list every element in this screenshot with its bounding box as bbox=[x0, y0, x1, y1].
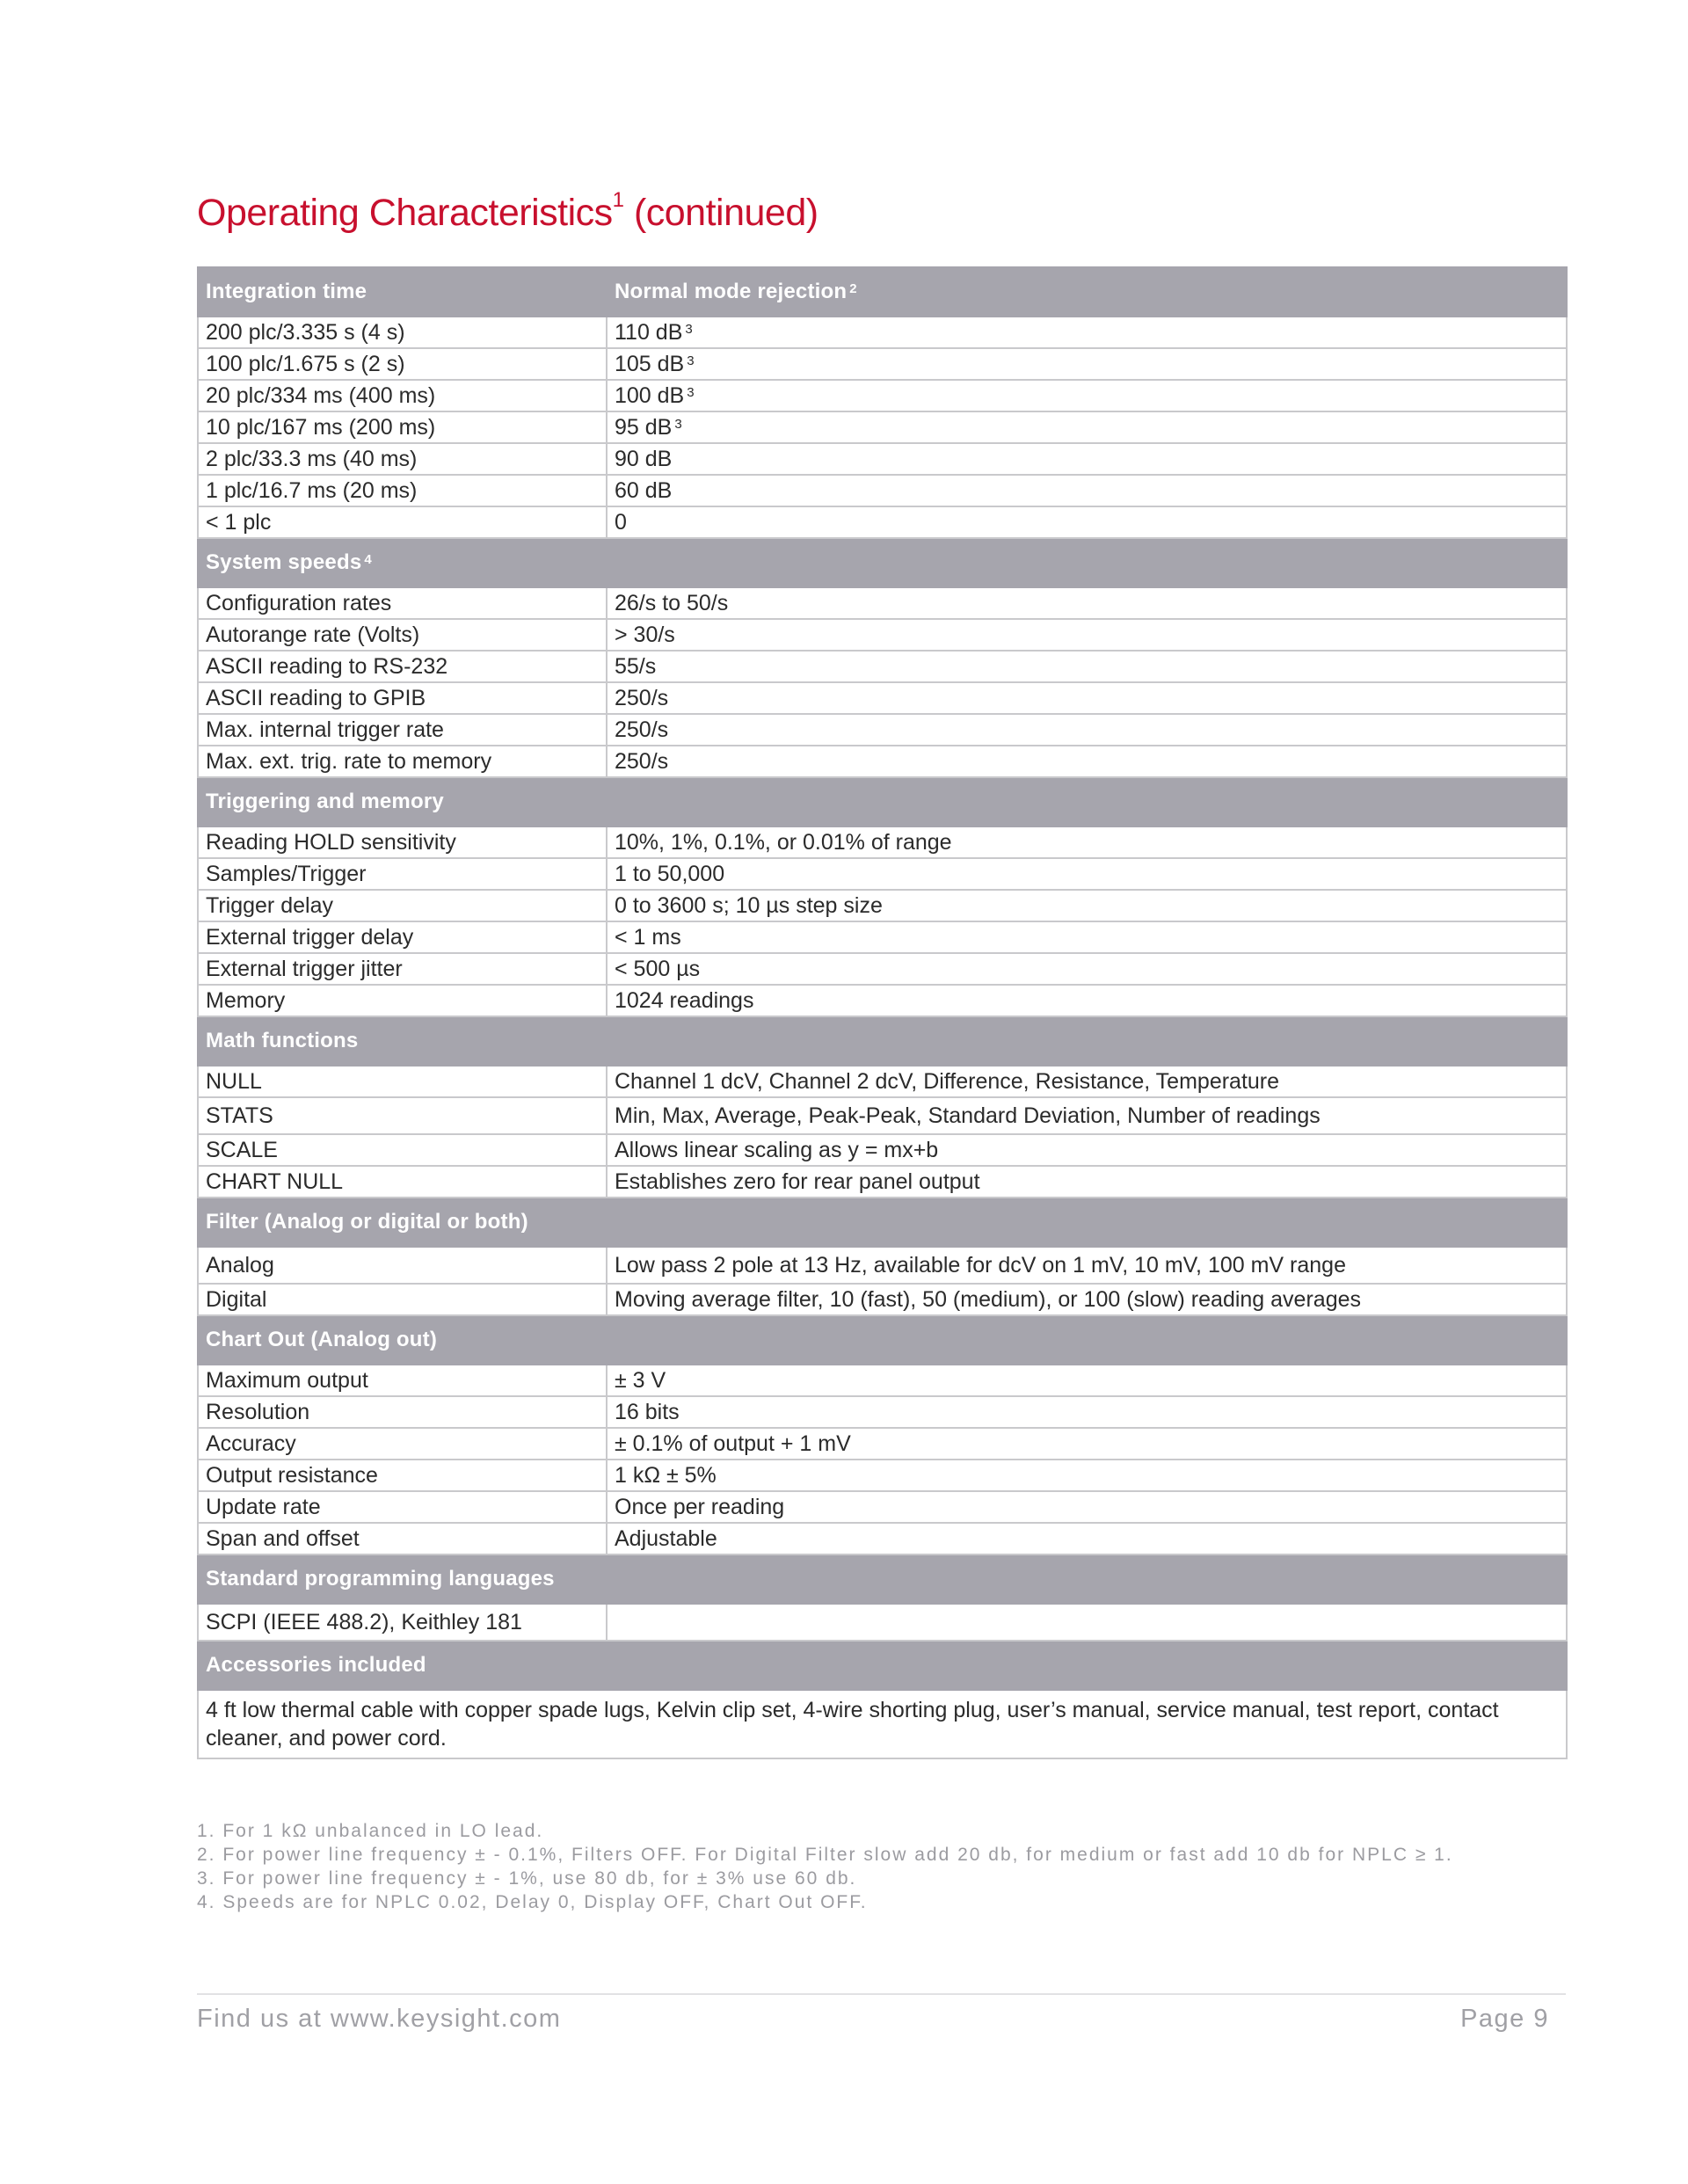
section-header-math bbox=[198, 1016, 1567, 1066]
row-value: 26/s to 50/s bbox=[607, 587, 1567, 619]
page-title-suffix: (continued) bbox=[633, 192, 819, 234]
page-title-text: Operating Characteristics bbox=[197, 192, 613, 234]
row-value: > 30/s bbox=[607, 619, 1567, 651]
footnote-ref: 3 bbox=[685, 322, 693, 337]
row-value: < 500 µs bbox=[607, 953, 1567, 985]
section-title: Standard programming languages bbox=[198, 1554, 1567, 1604]
table-row bbox=[198, 1166, 1567, 1198]
row-label: SCALE bbox=[198, 1134, 607, 1166]
table-row bbox=[198, 1134, 1567, 1166]
row-label: Reading HOLD sensitivity bbox=[198, 826, 607, 858]
row-label: NULL bbox=[198, 1066, 607, 1097]
row-value: ± 0.1% of output + 1 mV bbox=[607, 1428, 1567, 1460]
row-label: STATS bbox=[198, 1097, 607, 1134]
footnotes bbox=[197, 1819, 1453, 1914]
table-row bbox=[198, 651, 1567, 682]
table-row bbox=[198, 953, 1567, 985]
row-value: Channel 1 dcV, Channel 2 dcV, Difference, Resistance, Temperature bbox=[607, 1066, 1567, 1097]
row-label: External trigger delay bbox=[198, 921, 607, 953]
row-label: Resolution bbox=[198, 1396, 607, 1428]
footnote: 2. For power line frequency ± - 0.1%, Filters OFF. For Digital Filter slow add 20 db, for medium or fast add 10 db for NPLC ≥ 1. bbox=[197, 1845, 1453, 1865]
section-header-chart-out bbox=[198, 1315, 1567, 1365]
row-label: Configuration rates bbox=[198, 587, 607, 619]
table-row bbox=[198, 506, 1567, 538]
table-row bbox=[198, 1523, 1567, 1554]
spec-table bbox=[197, 266, 1568, 1759]
section-title: System speeds $^4$ bbox=[198, 538, 1567, 587]
table-row bbox=[198, 1365, 1567, 1396]
accessories-text: 4 ft low thermal cable with copper spade lugs, Kelvin clip set, 4-wire shorting plug, user’s manual, service manual, test report, contact cleaner, and power cord. bbox=[198, 1690, 1567, 1758]
header-integration-time: Integration time bbox=[198, 267, 607, 317]
row-value: Min, Max, Average, Peak-Peak, Standard Deviation, Number of readings bbox=[607, 1097, 1567, 1134]
table-row bbox=[198, 890, 1567, 921]
table-row bbox=[198, 858, 1567, 890]
footer-website: Find us at www.keysight.com bbox=[197, 2005, 562, 2033]
table-row bbox=[198, 746, 1567, 777]
row-label: SCPI (IEEE 488.2), Keithley 181 bbox=[198, 1604, 607, 1641]
row-label: 100 plc/1.675 s (2 s) bbox=[198, 348, 607, 380]
row-label: CHART NULL bbox=[198, 1166, 607, 1198]
row-value: 90 dB bbox=[607, 443, 1567, 475]
row-label: Max. ext. trig. rate to memory bbox=[198, 746, 607, 777]
table-row bbox=[198, 1604, 1567, 1641]
title-footnote-ref: 1 bbox=[612, 188, 624, 212]
table-row bbox=[198, 1097, 1567, 1134]
row-value: 10%, 1%, 0.1%, or 0.01% of range bbox=[607, 826, 1567, 858]
table-row bbox=[198, 1066, 1567, 1097]
table-row bbox=[198, 411, 1567, 443]
row-value: 250/s bbox=[607, 714, 1567, 746]
table-row bbox=[198, 921, 1567, 953]
table-row bbox=[198, 1491, 1567, 1523]
table-row bbox=[198, 443, 1567, 475]
row-value: 1 to 50,000 bbox=[607, 858, 1567, 890]
table-row bbox=[198, 682, 1567, 714]
table-row bbox=[198, 1396, 1567, 1428]
row-label: 200 plc/3.335 s (4 s) bbox=[198, 317, 607, 348]
row-label: 1 plc/16.7 ms (20 ms) bbox=[198, 475, 607, 506]
row-value: 105 dB $^3$ bbox=[607, 348, 1567, 380]
section-header-integration bbox=[198, 267, 1567, 317]
table-row bbox=[198, 1247, 1567, 1284]
row-value: Allows linear scaling as y = mx+b bbox=[607, 1134, 1567, 1166]
table-row bbox=[198, 985, 1567, 1016]
row-value: < 1 ms bbox=[607, 921, 1567, 953]
row-label: Trigger delay bbox=[198, 890, 607, 921]
footnote-ref: 3 bbox=[687, 353, 695, 368]
section-title: Accessories included bbox=[198, 1641, 1567, 1690]
footnote: 3. For power line frequency ± - 1%, use 80 db, for ± 3% use 60 db. bbox=[197, 1868, 857, 1889]
row-label: 2 plc/33.3 ms (40 ms) bbox=[198, 443, 607, 475]
row-label: External trigger jitter bbox=[198, 953, 607, 985]
row-value: 250/s bbox=[607, 682, 1567, 714]
row-label: ASCII reading to RS-232 bbox=[198, 651, 607, 682]
footnote: 1. For 1 kΩ unbalanced in LO lead. bbox=[197, 1821, 544, 1841]
row-label: Max. internal trigger rate bbox=[198, 714, 607, 746]
row-label: Autorange rate (Volts) bbox=[198, 619, 607, 651]
row-value: 100 dB $^3$ bbox=[607, 380, 1567, 411]
row-value: 95 dB $^3$ bbox=[607, 411, 1567, 443]
row-value: Establishes zero for rear panel output bbox=[607, 1166, 1567, 1198]
section-title: Triggering and memory bbox=[198, 777, 1567, 826]
row-value: Adjustable bbox=[607, 1523, 1567, 1554]
table-row bbox=[198, 475, 1567, 506]
row-label: Span and offset bbox=[198, 1523, 607, 1554]
row-label: Maximum output bbox=[198, 1365, 607, 1396]
row-label: < 1 plc bbox=[198, 506, 607, 538]
section-header-triggering bbox=[198, 777, 1567, 826]
row-value: 0 bbox=[607, 506, 1567, 538]
footnote-ref: 3 bbox=[687, 385, 695, 400]
header-footnote-ref: 2 bbox=[849, 281, 857, 296]
table-row bbox=[198, 1460, 1567, 1491]
row-label: Output resistance bbox=[198, 1460, 607, 1491]
table-row bbox=[198, 1428, 1567, 1460]
row-value: 0 to 3600 s; 10 µs step size bbox=[607, 890, 1567, 921]
row-label: Update rate bbox=[198, 1491, 607, 1523]
row-value: 55/s bbox=[607, 651, 1567, 682]
footnote: 4. Speeds are for NPLC 0.02, Delay 0, Display OFF, Chart Out OFF. bbox=[197, 1892, 868, 1912]
table-row bbox=[198, 587, 1567, 619]
row-label: 10 plc/167 ms (200 ms) bbox=[198, 411, 607, 443]
table-row bbox=[198, 1690, 1567, 1758]
section-title: Filter (Analog or digital or both) bbox=[198, 1198, 1567, 1247]
section-header-accessories bbox=[198, 1641, 1567, 1690]
header-footnote-ref: 4 bbox=[364, 552, 372, 567]
table-row bbox=[198, 1284, 1567, 1315]
footnote-ref: 3 bbox=[674, 417, 682, 432]
row-value: 1024 readings bbox=[607, 985, 1567, 1016]
table-row bbox=[198, 714, 1567, 746]
row-value: Moving average filter, 10 (fast), 50 (medium), or 100 (slow) reading averages bbox=[607, 1284, 1567, 1315]
table-row bbox=[198, 380, 1567, 411]
table-row bbox=[198, 826, 1567, 858]
table-row bbox=[198, 317, 1567, 348]
row-label: ASCII reading to GPIB bbox=[198, 682, 607, 714]
row-value: 110 dB $^3$ bbox=[607, 317, 1567, 348]
section-title: Chart Out (Analog out) bbox=[198, 1315, 1567, 1365]
row-label: Analog bbox=[198, 1247, 607, 1284]
header-normal-mode-rejection: Normal mode rejection $^2$ bbox=[607, 267, 1567, 317]
row-label: Samples/Trigger bbox=[198, 858, 607, 890]
row-value: ± 3 V bbox=[607, 1365, 1567, 1396]
row-label: 20 plc/334 ms (400 ms) bbox=[198, 380, 607, 411]
section-header-system-speeds bbox=[198, 538, 1567, 587]
section-header-filter bbox=[198, 1198, 1567, 1247]
row-value: 60 dB bbox=[607, 475, 1567, 506]
row-label: Memory bbox=[198, 985, 607, 1016]
table-row bbox=[198, 348, 1567, 380]
row-label: Digital bbox=[198, 1284, 607, 1315]
page-number: Page 9 bbox=[1460, 2005, 1549, 2033]
page-title bbox=[197, 188, 819, 235]
row-value: Low pass 2 pole at 13 Hz, available for dcV on 1 mV, 10 mV, 100 mV range bbox=[607, 1247, 1567, 1284]
section-header-languages bbox=[198, 1554, 1567, 1604]
table-row bbox=[198, 619, 1567, 651]
row-value bbox=[607, 1604, 1567, 1641]
section-title: Math functions bbox=[198, 1016, 1567, 1066]
row-label: Accuracy bbox=[198, 1428, 607, 1460]
row-value: Once per reading bbox=[607, 1491, 1567, 1523]
row-value: 250/s bbox=[607, 746, 1567, 777]
footer-divider bbox=[197, 1993, 1566, 1995]
row-value: 16 bits bbox=[607, 1396, 1567, 1428]
row-value: 1 kΩ ± 5% bbox=[607, 1460, 1567, 1491]
